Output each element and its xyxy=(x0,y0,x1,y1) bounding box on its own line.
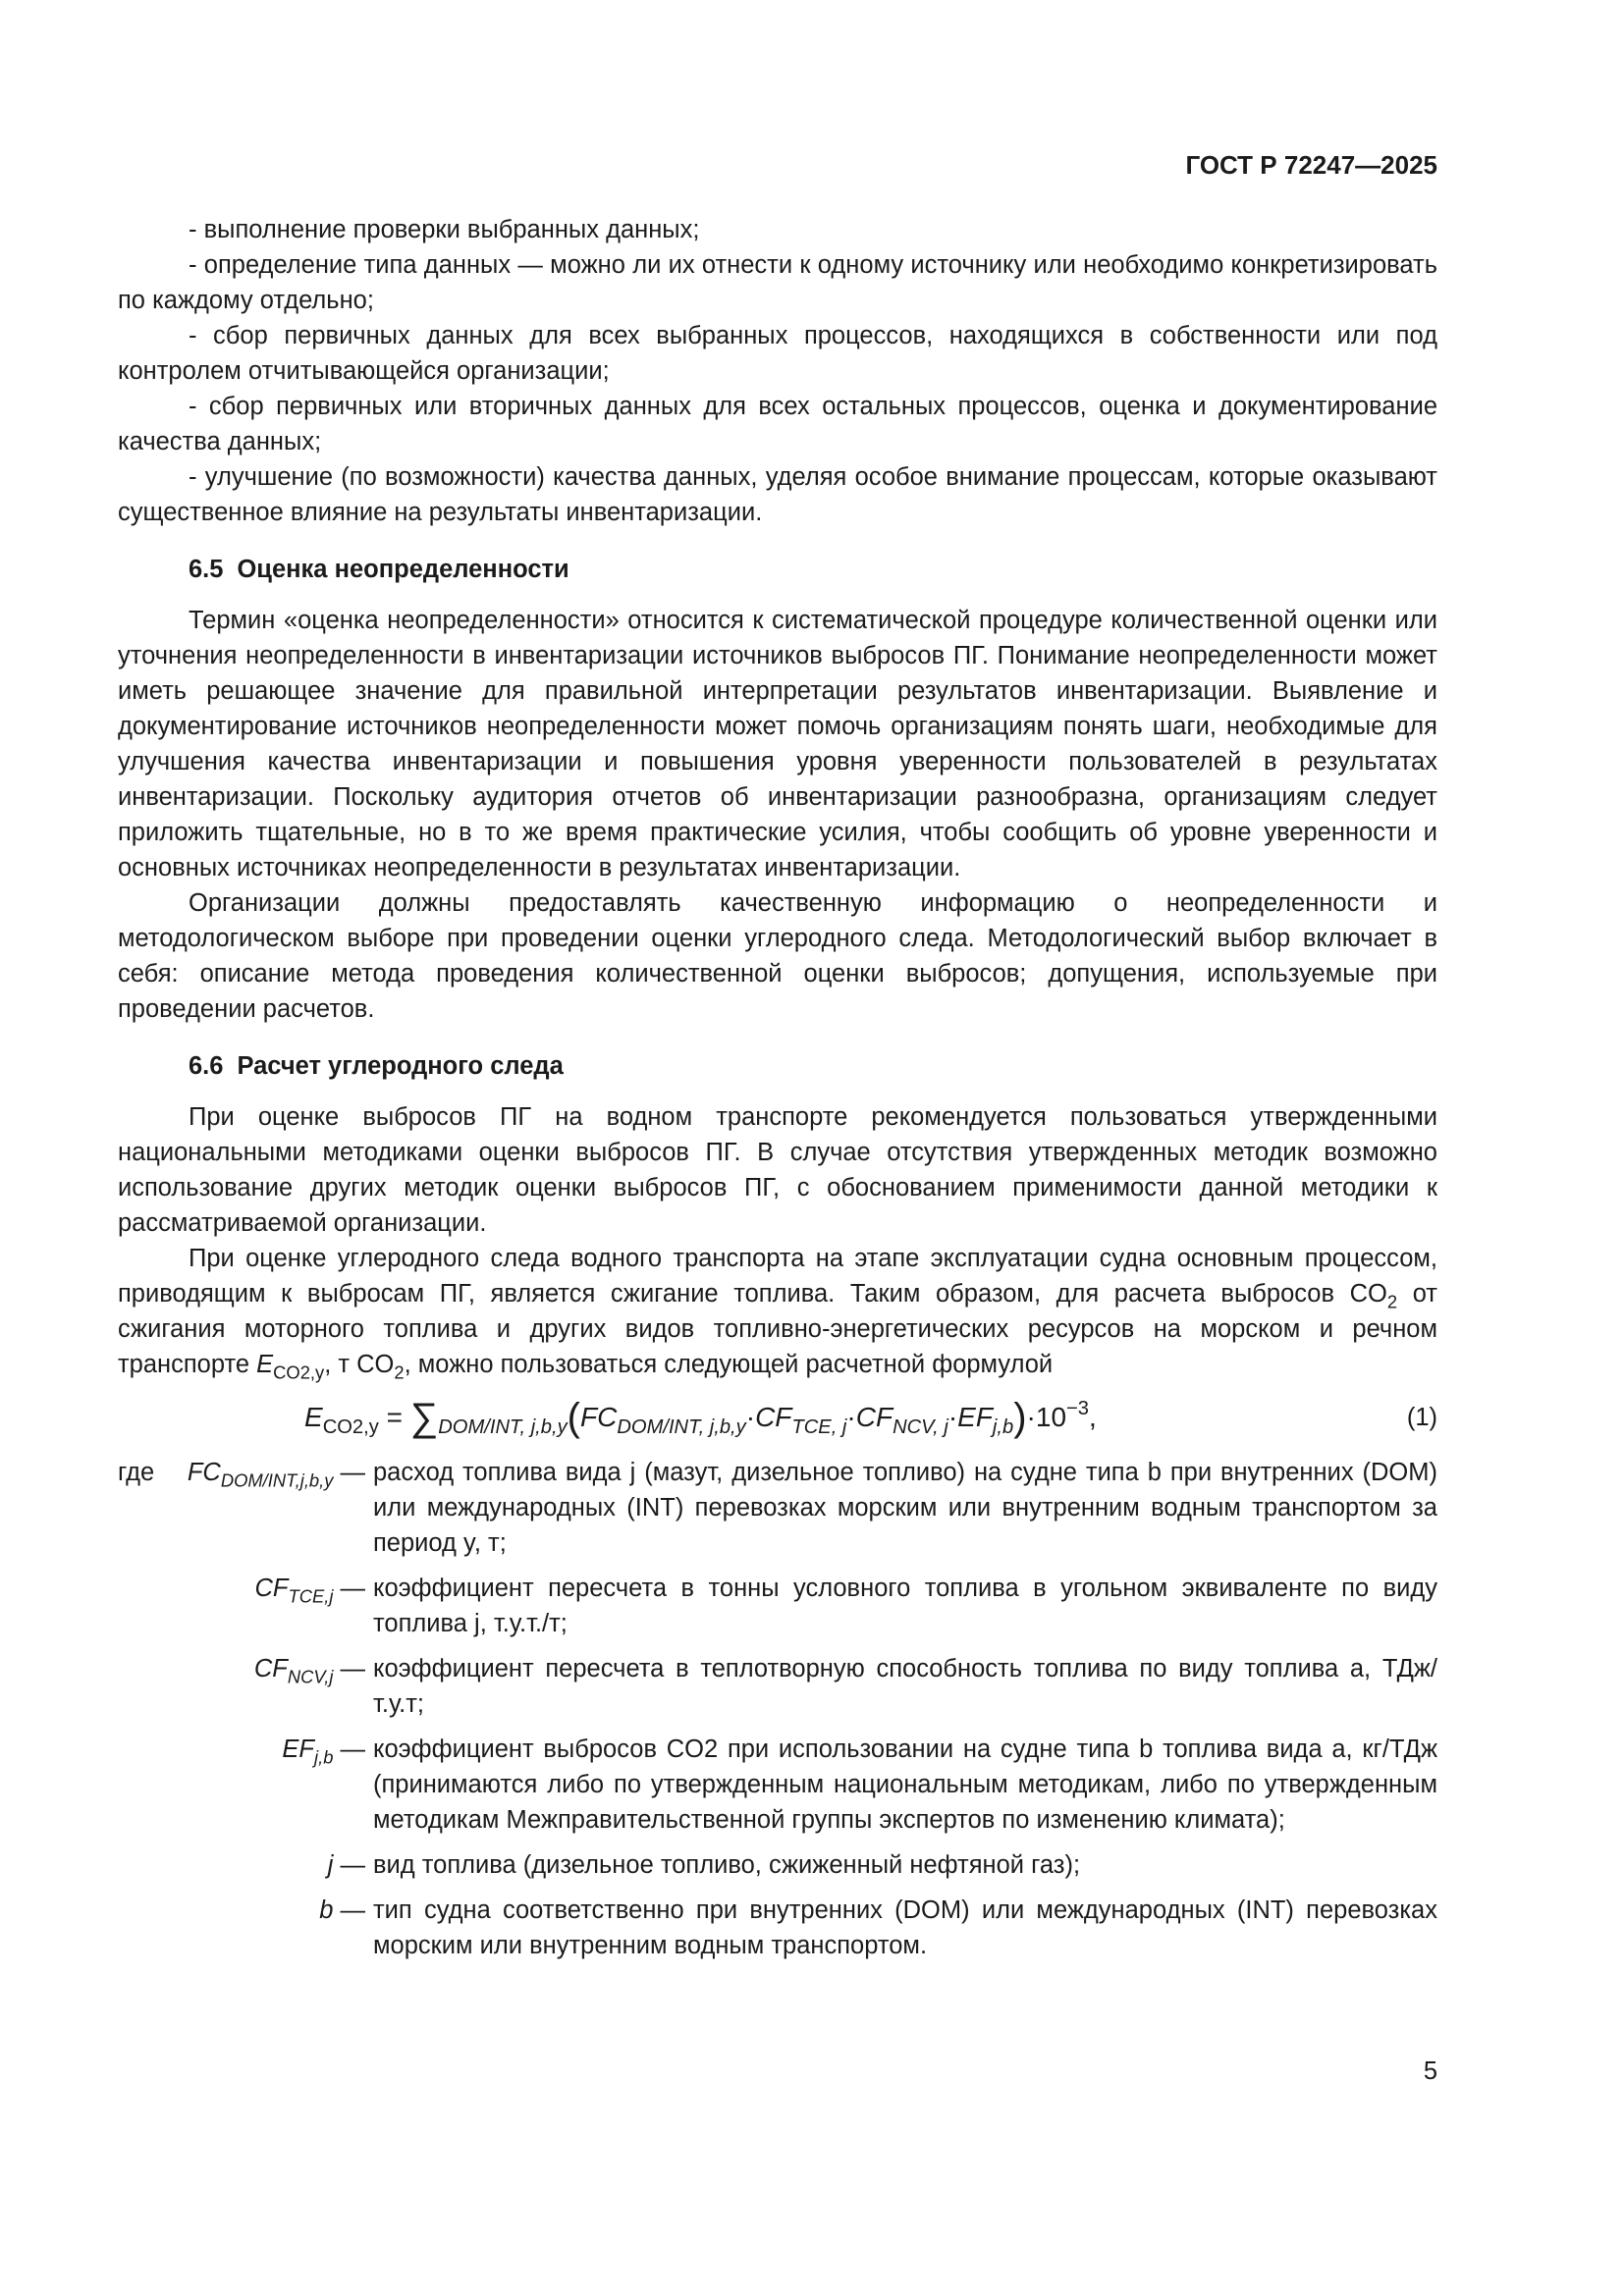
open-paren: ( xyxy=(567,1396,580,1439)
definition-text: коэффициент пересчета в тонны условного топлива в угольном эквиваленте по виду топлива j, т.у.т./т; xyxy=(373,1575,1437,1637)
definition-text: коэффициент выбросов CO2 при использовании на судне типа b топлива вида a, кг/ТДж (принимаются либо по утвержденным национальным методикам, либо по утвержденным методикам Межправительственной группы экспертов по изменению климата); xyxy=(373,1735,1437,1834)
definition-symbol: $EF_{j,b}$ — xyxy=(282,1735,365,1768)
sum-symbol: ∑ xyxy=(409,1396,439,1439)
definition-row xyxy=(118,1893,1437,1963)
definition-row xyxy=(118,1571,1437,1641)
section-number: 6.5 xyxy=(189,556,224,583)
definition-text: вид топлива (дизельное топливо, сжиженный нефтяной газ); xyxy=(373,1851,1081,1879)
close-paren: ) xyxy=(1013,1396,1027,1439)
list-item: - определение типа данных — можно ли их отнести к одному источнику или необходимо конкретизировать по каждому отдельно; xyxy=(118,251,1437,314)
intro-list xyxy=(118,212,1437,530)
section-heading-6-6 xyxy=(189,1048,1437,1084)
definition-text: коэффициент пересчета в теплотворную способность топлива по виду топлива a, ТДж/т.у.т; xyxy=(373,1655,1437,1718)
definition-text: тип судна соответственно при внутренних (DOM) или международных (INT) перевозках морским или внутренним водным транспортом. xyxy=(373,1896,1437,1959)
section-number: 6.6 xyxy=(189,1052,224,1080)
definition-text: расход топлива вида j (мазут, дизельное топливо) на судне типа b при внутренних (DOM) или международных (INT) перевозках морским или внутренним водным транспортом за период y, т; xyxy=(373,1459,1437,1557)
definition-symbol: j — xyxy=(327,1851,365,1879)
formula-1 xyxy=(118,1396,1437,1439)
section-6-6-paragraph-formula-intro: При оценке углеродного следа водного транспорта на этапе эксплуатации судна основным процессом, приводящим к выбросам ПГ, является сжигание топлива. Таким образом, для расчета выбросов $CO_2$ от сжигания моторного топлива и других видов топливно-энергетических ресурсов на морском и речном транспорте $E_{CO2,y}$, т $CO_2$, можно пользоваться следующей расчетной формулой xyxy=(118,1245,1437,1383)
section-6-5-paragraph: Термин «оценка неопределенности» относится к систематической процедуре количественной оценки или уточнения неопределенности в инвентаризации источников выбросов ПГ. Понимание неопределенности может иметь решающее значение для правильной интерпретации результатов инвентаризации. Выявление и документирование источников неопределенности может помочь организациям понять шаги, необходимые для улучшения качества инвентаризации и повышения уровня уверенности пользователей в результатах инвентаризации. Поскольку аудитория отчетов об инвентаризации разнообразна, организациям следует приложить тщательные, но в то же время практические усилия, чтобы сообщить об уровне уверенности и основных источниках неопределенности в результатах инвентаризации. xyxy=(118,607,1437,881)
definition-symbol: $CF_{NCV,j}$ — xyxy=(253,1655,365,1687)
definition-row xyxy=(118,1651,1437,1722)
document-header: ГОСТ Р 72247—2025 xyxy=(1185,150,1437,180)
section-6-6-paragraph: При оценке выбросов ПГ на водном транспорте рекомендуется пользоваться утвержденными национальными методиками оценки выбросов ПГ. В случае отсутствия утвержденных методик возможно использование других методик оценки выбросов ПГ, с обоснованием применимости данной методики к рассматриваемой организации. xyxy=(118,1103,1437,1237)
definition-symbol: где $FC_{DOM/INT,j,b,y}$ — xyxy=(118,1459,365,1491)
section-title: Расчет углеродного следа xyxy=(237,1052,564,1080)
section-heading-6-5 xyxy=(189,552,1437,587)
list-item: - улучшение (по возможности) качества данных, уделяя особое внимание процессам, которые оказывают существенное влияние на результаты инвентаризации. xyxy=(118,463,1437,526)
definition-row xyxy=(118,1732,1437,1838)
formula-expression: $E_{CO2,y} = \sum_{DOM/INT, j,b,y}(FC_{DOM/INT, j,b,y}\cdot CF_{TCE, j}\cdot CF_{NCV, j}\cdot EF_{j,b})\cdot 10^{-3}$, xyxy=(304,1396,1097,1439)
definition-row xyxy=(118,1847,1437,1883)
page-number: 5 xyxy=(1423,2057,1437,2085)
definition-row xyxy=(118,1455,1437,1561)
list-item: - сбор первичных данных для всех выбранных процессов, находящихся в собственности или под контролем отчитывающейся организации; xyxy=(118,322,1437,385)
definition-symbol: $CF_{TCE,j}$ — xyxy=(254,1575,365,1607)
section-6-5-paragraph: Организации должны предоставлять качественную информацию о неопределенности и методологическом выборе при проведении оценки углеродного следа. Методологический выбор включает в себя: описание метода проведения количественной оценки выбросов; допущения, используемые при проведении расчетов. xyxy=(118,889,1437,1023)
equation-number: (1) xyxy=(1406,1404,1437,1431)
list-item: - выполнение проверки выбранных данных; xyxy=(189,216,700,243)
section-title: Оценка неопределенности xyxy=(237,556,569,583)
list-item: - сбор первичных или вторичных данных для всех остальных процессов, оценка и документирование качества данных; xyxy=(118,393,1437,455)
definitions-list xyxy=(118,1455,1437,1963)
definition-symbol: b — xyxy=(319,1896,365,1924)
